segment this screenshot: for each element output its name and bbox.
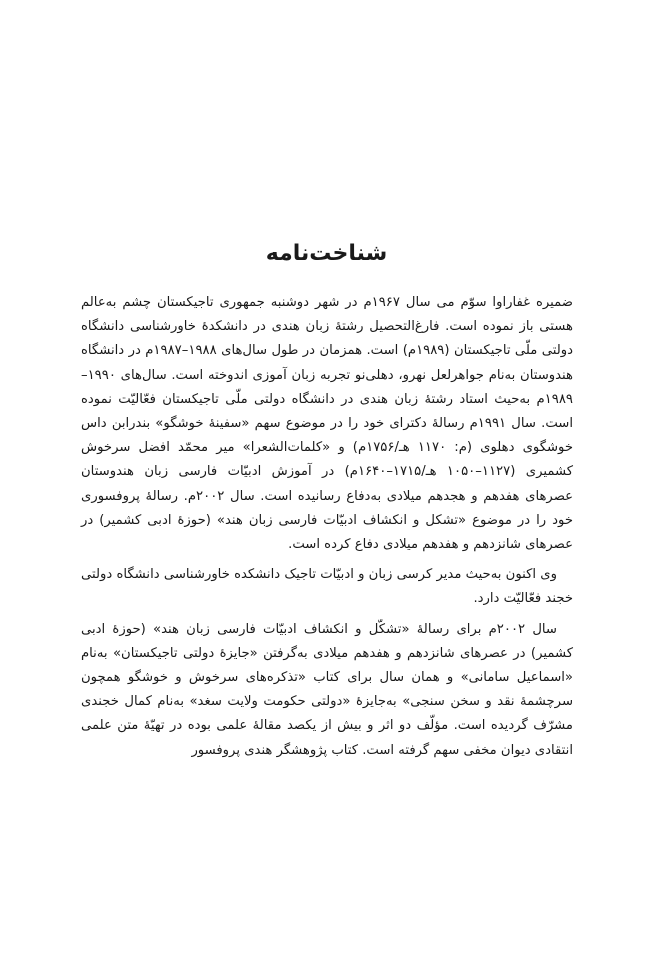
paragraph-current-position: وی اکنون به‌حیث مدیر کرسی زبان و ادبیّات تاجیک دانشکده خاورشناسی دانشگاه دولتی خجند فعّالیّت دارد. bbox=[81, 567, 573, 607]
paragraph-awards: سال ۲۰۰۲م برای رسالهٔ «تشکّل و انکشاف ادبیّات فارسی زبان هند» (حوزهٔ ادبی کشمیر) در عصرهای شانزدهم و هفدهم میلادی به‌گرفتن «جایزهٔ دولتی تاجیکستان» به‌نام «اسماعیل سامانی» و همان سال برای کتاب «تذکره‌های سرخوش و خوشگو همچون سرچشمهٔ نقد و سخن سنجی» به‌جایزهٔ «دولتی حکومت ولایت سغد» به‌نام کمال خجندی مشرّف گردیده است. مؤلّف دو اثر و بیش از یکصد مقالهٔ علمی بوده در تهیّهٔ متن علمی انتقادی دیوان مخفی سهم گرفته است. کتاب پژوهشگر هندی پروفسور bbox=[81, 621, 573, 758]
body-text bbox=[81, 291, 573, 763]
paragraph-biography: ضمیره غفاراوا سوّم می سال ۱۹۶۷م در شهر دوشنبه جمهوری تاجیکستان چشم به‌عالم هستی باز نموده است. فارغ‌التحصیل رشتهٔ زبان هندی در دانشکدهٔ خاورشناسی دانشگاه دولتی ملّی تاجیکستان (۱۹۸۹م) است. همزمان در طول سال‌های ۱۹۸۸–۱۹۸۷م در دانشگاه هندوستان به‌نام جواهرلعل نهرو، دهلی‌نو تجربه زبان آموزی اندوخته است. سال‌های ۱۹۹۰–۱۹۸۹م به‌حیث استاد رشتهٔ زبان هندی در دانشگاه دولتی ملّی تاجیکستان فعّالیّت نموده است. سال ۱۹۹۱م رسالهٔ دکترای خود را در موضوع سهم «سفینهٔ خوشگو» بندرابن داس خوشگوی دهلوی (م: ۱۱۷۰ هـ/۱۷۵۶م) و «کلمات‌الشعرا» میر محمّد افضل سرخوش کشمیری (۱۱۲۷–۱۰۵۰ هـ/۱۷۱۵–۱۶۴۰م) در آموزش ادبیّات فارسی زبان هندوستان عصرهای هفدهم و هجدهم میلادی به‌دفاع رسانیده است. سال ۲۰۰۲م. رسالهٔ پروفسوری خود را در موضوع «تشکل و انکشاف ادبیّات فارسی زبان هند» (حوزهٔ ادبی کشمیر) در عصرهای شانزدهم و هفدهم میلادی دفاع کرده است. bbox=[81, 295, 574, 553]
page-title: شناخت‌نامه bbox=[265, 241, 388, 266]
